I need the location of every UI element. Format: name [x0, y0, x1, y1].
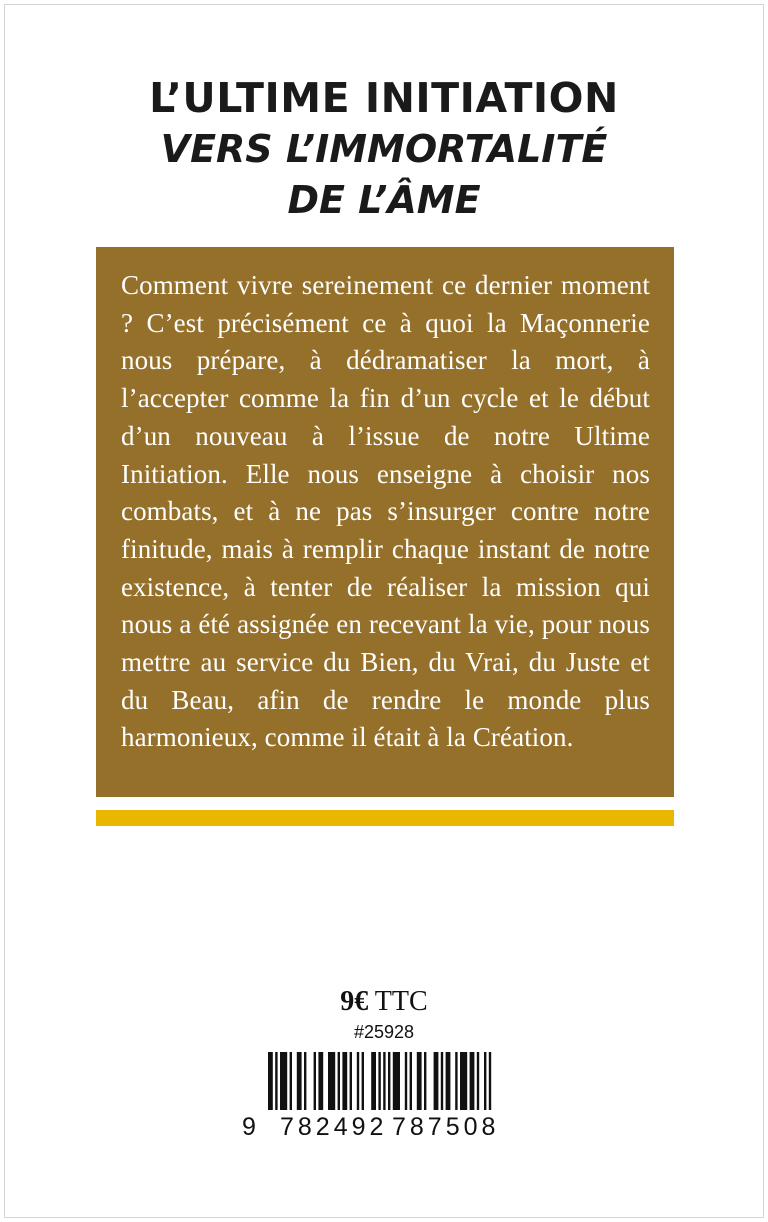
blurb-box	[96, 247, 674, 797]
barcode-bar	[383, 1052, 385, 1110]
reference-code: #25928	[353, 1022, 415, 1042]
barcode-bar	[378, 1052, 380, 1110]
barcode-bar	[441, 1052, 443, 1110]
book-subtitle-line-1: VERS L’IMMORTALITÉ	[160, 127, 608, 171]
barcode-bar	[410, 1052, 412, 1110]
barcode-bar	[338, 1052, 340, 1110]
book-subtitle-line-2: DE L’ÂME	[287, 178, 481, 222]
title-block	[60, 72, 708, 226]
price-amount: 9€	[340, 986, 369, 1017]
price	[0, 986, 768, 1018]
barcode-bar	[388, 1052, 390, 1110]
barcode-bar	[446, 1052, 451, 1110]
barcode-bar	[304, 1052, 306, 1110]
barcode-bar	[362, 1052, 364, 1110]
blurb-text: Comment vivre sereinement ce dernier moment ? C’est précisément ce à quoi la Maçonnerie nous prépare, à dédramatiser la mort, à l’accepter comme la fin d’un cycle et le début d’un nouveau à l’issue de notre Ultime Initiation. Elle nous enseigne à choisir nos combats, et à ne pas s’insurger contre notre finitude, mais à remplir chaque instant de notre existence, à tenter de réaliser la mission qui nous a été assignée en recevant la vie, pour nous mettre au service du Bien, du Vrai, du Juste et du Beau, afin de rendre le monde plus harmonieux, comme il était à la Création.	[121, 270, 650, 753]
barcode	[240, 1046, 502, 1142]
barcode-bar	[393, 1052, 400, 1110]
barcode-bar	[350, 1052, 352, 1110]
barcode-bar	[417, 1052, 422, 1110]
barcode-bar	[318, 1052, 323, 1110]
barcode-left-group: 782492	[280, 1113, 388, 1141]
barcode-bar	[371, 1052, 376, 1110]
barcode-bar	[342, 1052, 347, 1110]
barcode-bar	[268, 1052, 273, 1110]
accent-bar	[96, 810, 674, 826]
barcode-bar	[455, 1052, 457, 1110]
barcode-first-digit: 9	[242, 1113, 256, 1141]
barcode-bar	[484, 1052, 486, 1110]
barcode-bars	[268, 1052, 496, 1110]
barcode-bar	[357, 1052, 359, 1110]
barcode-bar	[434, 1052, 439, 1110]
barcode-bar	[405, 1052, 407, 1110]
barcode-bar	[460, 1052, 467, 1110]
barcode-bar	[328, 1052, 335, 1110]
barcode-bar	[280, 1052, 287, 1110]
barcode-bar	[424, 1052, 426, 1110]
barcode-bar	[477, 1052, 479, 1110]
barcode-bar	[489, 1052, 491, 1110]
price-suffix: TTC	[374, 986, 428, 1017]
barcode-bar	[314, 1052, 316, 1110]
barcode-bar	[297, 1052, 302, 1110]
book-title: L’ULTIME INITIATION	[149, 74, 619, 122]
barcode-bar	[275, 1052, 277, 1110]
barcode-right-group: 787508	[392, 1113, 500, 1141]
barcode-bar	[290, 1052, 292, 1110]
barcode-bar	[470, 1052, 475, 1110]
